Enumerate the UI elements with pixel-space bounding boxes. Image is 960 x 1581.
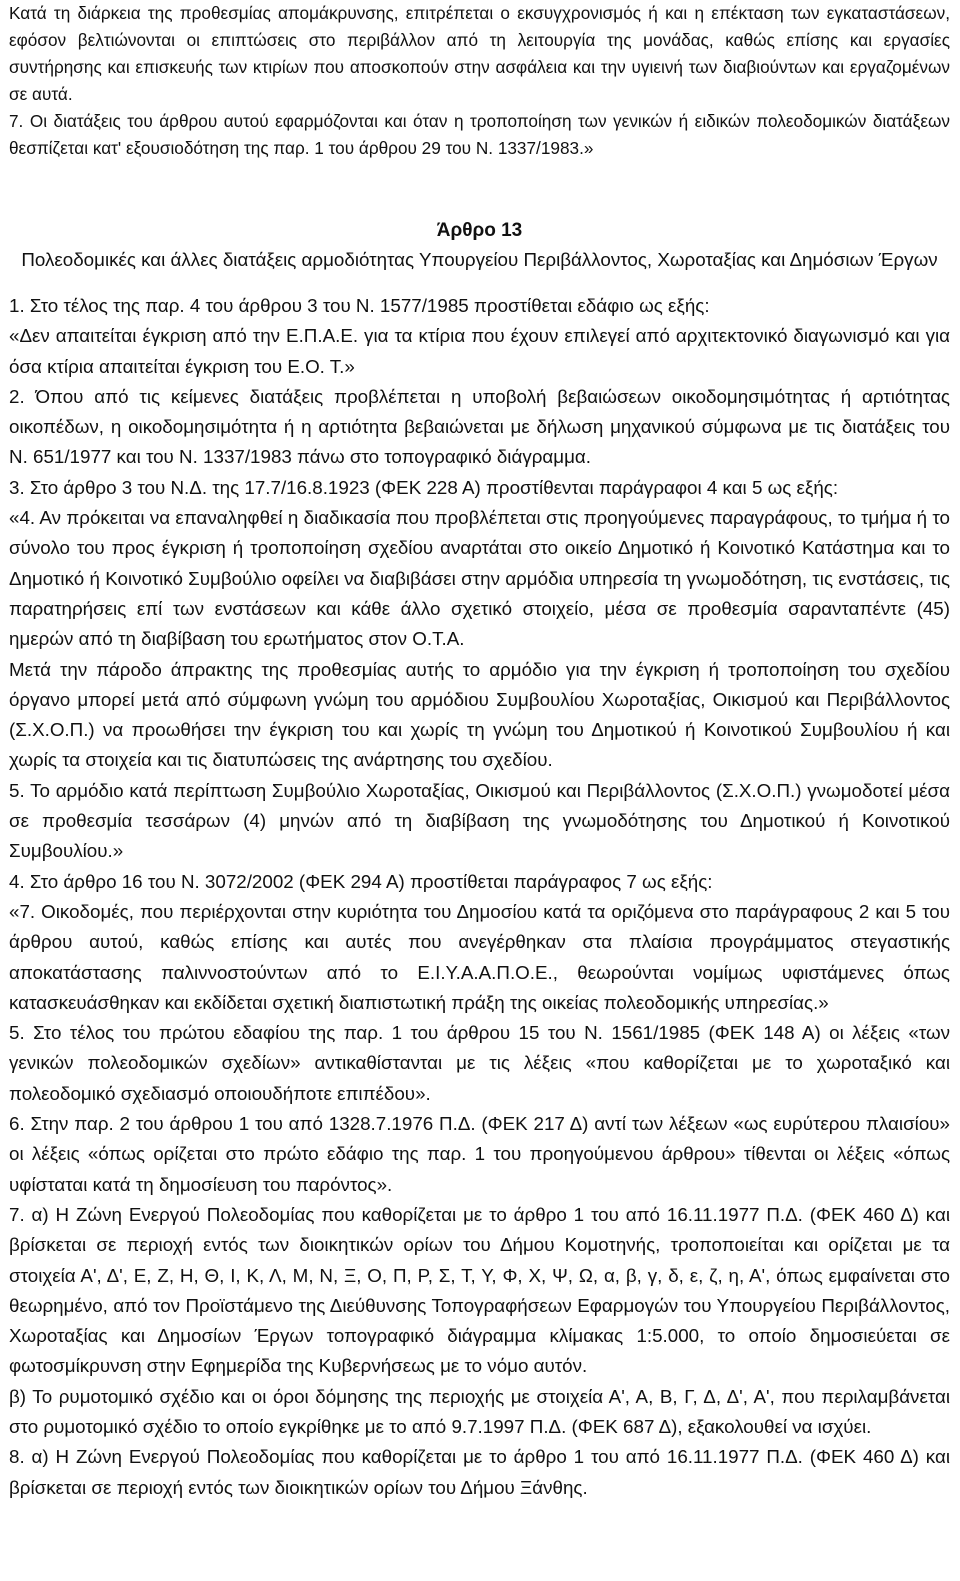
paragraph-1: 1. Στο τέλος της παρ. 4 του άρθρου 3 του Ν. 1577/1985 προστίθεται εδάφιο ως εξής: (9, 295, 710, 316)
paragraph-4: 4. Στο άρθρο 16 του Ν. 3072/2002 (ΦΕΚ 294 Α) προστίθεται παράγραφος 7 ως εξής: (9, 870, 713, 892)
paragraph-7b: β) Το ρυμοτομικό σχέδιο και οι όροι δόμησης της περιοχής με στοιχεία Α', Α, Β, Γ, Δ, Δ', Α', που περιλαμβάνεται στο ρυμοτομικό σχέδιο το οποίο εγκρίθηκε με το από 9.7.1997 Π.Δ. (ΦΕΚ 687 Δ), εξακολουθεί να ισχύει. (9, 1385, 950, 1437)
paragraph-3-sub-4-continued: Μετά την πάροδο άπρακτης της προθεσμίας αυτής το αρμόδιο για την έγκριση ή τροποποίηση του σχεδίου όργανο μπορεί μετά από σύμφωνη γνώμη του αρμόδιου Συμβουλίου Χωροταξίας, Οικισμού και Περιβάλλοντος (Σ.Χ.Ο.Π.) να προωθήσει την έγκριση του και χωρίς τη γνώμη του Δημοτικού ή Κοινοτικού Συμβουλίου ή και χωρίς τα στοιχεία και τις διατυπώσεις της ανάρτησης του σχεδίου. (9, 658, 950, 771)
paragraph-1-quote: «Δεν απαιτείται έγκριση από την Ε.Π.Α.Ε. για τα κτίρια που έχουν επιλεγεί από αρχιτεκτονικό διαγωνισμό και για όσα κτίρια απαιτείται έγκριση του Ε.Ο. Τ.» (9, 325, 950, 377)
article-body (9, 291, 950, 1503)
paragraph-7-applicability: 7. Οι διατάξεις του άρθρου αυτού εφαρμόζονται και όταν η τροποποίηση των γενικών ή ειδικών πολεοδομικών διατάξεων θεσπίζεται κατ' εξουσιοδότηση της παρ. 1 του άρθρου 29 του Ν. 1337/1983.» (9, 111, 950, 158)
paragraph-3-sub-5: 5. Το αρμόδιο κατά περίπτωση Συμβούλιο Χωροταξίας, Οικισμού και Περιβάλλοντος (Σ.Χ.Ο.Π.) γνωμοδοτεί μέσα σε προθεσμία τεσσάρων (4) μηνών από τη διαβίβαση της γνωμοδότησης του Δημοτικού ή Κοινοτικού Συμβουλίου.» (9, 779, 950, 862)
paragraph-4-sub-7: «7. Οικοδομές, που περιέρχονται στην κυριότητα του Δημοσίου κατά τα οριζόμενα στο παράγραφους 2 και 5 του άρθρου αυτού, καθώς επίσης και αυτές που ανεγέρθηκαν στα πλαίσια προγράμματος στεγαστικής αποκατάστασης παλιννοστούντων από το Ε.Ι.Υ.Α.Α.Π.Ο.Ε., θεωρούνται νομίμως υφιστάμενες όπως κατασκευάσθηκαν και εκδίδεται σχετική διαπιστωτική πράξη της οικείας πολεοδομικής υπηρεσίας.» (9, 900, 950, 1013)
paragraph-7a: 7. α) Η Ζώνη Ενεργού Πολεοδομίας που καθορίζεται με το άρθρο 1 του από 16.11.1977 Π.Δ. (ΦΕΚ 460 Δ) και βρίσκεται σε περιοχή εντός των διοικητικών ορίων του Δήμου Κομοτηνής, τροποποιείται και ορίζεται με τα στοιχεία Α', Δ', Ε, Ζ, Η, Θ, Ι, Κ, Λ, Μ, Ν, Ξ, Ο, Π, Ρ, Σ, Τ, Υ, Φ, Χ, Ψ, Ω, α, β, γ, δ, ε, ζ, η, Α', όπως εμφαίνεται στο θεωρημένο, από τον Προϊστάμενο της Διεύθυνσης Τοπογραφήσεων Εφαρμογών του Υπουργείου Περιβάλλοντος, Χωροταξίας και Δημοσίων Έργων τοπογραφικό διάγραμμα κλίμακας 1:5.000, το οποίο δημοσιεύεται σε φωτοσμίκρυνση στην Εφημερίδα της Κυβερνήσεως με το νόμο αυτόν. (9, 1203, 950, 1377)
paragraph-demolition-period: Κατά τη διάρκεια της προθεσμίας απομάκρυνσης, επιτρέπεται ο εκσυγχρονισμός ή και η επέκταση των εγκαταστάσεων, εφόσον βελτιώνονται οι επιπτώσεις στο περιβάλλον από τη λειτουργία της μονάδας, καθώς επίσης και εργασίες συντήρησης και επισκευής των κτιρίων που αποσκοπούν στην ασφάλεια και την υγιεινή των διαβιούντων και εργαζομένων σε αυτά. (9, 3, 950, 104)
article-heading: Άρθρο 13 (436, 220, 523, 241)
preceding-article-text (9, 0, 950, 162)
article-subheading: Πολεοδομικές και άλλες διατάξεις αρμοδιότητας Υπουργείου Περιβάλλοντος, Χωροταξίας και Δημόσιων Έργων (21, 249, 938, 270)
paragraph-3-sub-4: «4. Αν πρόκειται να επαναληφθεί η διαδικασία που προβλέπεται στις προηγούμενες παραγράφους, το τμήμα ή το σύνολο του προς έγκριση ή τροποποίηση σχεδίου αναρτάται στο οικείο Δημοτικό ή Κοινοτικό Κατάστημα και το Δημοτικό ή Κοινοτικό Συμβούλιο οφείλει να διαβιβάσει στην αρμόδια υπηρεσία τη γνωμοδότηση, τις ενστάσεις, τις παρατηρήσεις επί των ενστάσεων και κάθε άλλο σχετικό στοιχείο, μέσα σε προθεσμία σαρανταπέντε (45) ημερών από τη διαβίβαση του ερωτήματος στον Ο.Τ.Α. (9, 507, 950, 650)
paragraph-2: 2. Όπου από τις κείμενες διατάξεις προβλέπεται η υποβολή βεβαιώσεων οικοδομησιμότητας ή αρτιότητας οικοπέδων, η οικοδομησιμότητα ή η αρτιότητα βεβαιώνεται με δήλωση μηχανικού σύμφωνα με τις διατάξεις του Ν. 651/1977 και του Ν. 1337/1983 πάνω στο τοπογραφικό διάγραμμα. (9, 385, 950, 468)
paragraph-3: 3. Στο άρθρο 3 του Ν.Δ. της 17.7/16.8.1923 (ΦΕΚ 228 Α) προστίθενται παράγραφοι 4 και 5 ως εξής: (9, 476, 839, 498)
paragraph-5: 5. Στο τέλος του πρώτου εδαφίου της παρ. 1 του άρθρου 15 του Ν. 1561/1985 (ΦΕΚ 148 Α) οι λέξεις «των γενικών πολεοδομικών σχεδίων» αντικαθίστανται με τις λέξεις «που καθορίζεται με το χωροταξικό και πολεοδομικό σχεδιασμό οποιουδήποτε επιπέδου». (9, 1022, 950, 1104)
paragraph-6: 6. Στην παρ. 2 του άρθρου 1 του από 1328.7.1976 Π.Δ. (ΦΕΚ 217 Δ) αντί των λέξεων «ως ευρύτερου πλαισίου» οι λέξεις «όπως ορίζεται στο πρώτο εδάφιο της παρ. 1 του προηγούμενου άρθρου» τίθενται οι λέξεις «όπως υφίσταται κατά τη δημοσίευση του παρόντος». (9, 1113, 950, 1195)
paragraph-8a: 8. α) Η Ζώνη Ενεργού Πολεοδομίας που καθορίζεται με το άρθρο 1 του από 16.11.1977 Π.Δ. (ΦΕΚ 460 Δ) και βρίσκεται σε περιοχή εντός των διοικητικών ορίων του Δήμου Ξάνθης. (9, 1446, 950, 1498)
